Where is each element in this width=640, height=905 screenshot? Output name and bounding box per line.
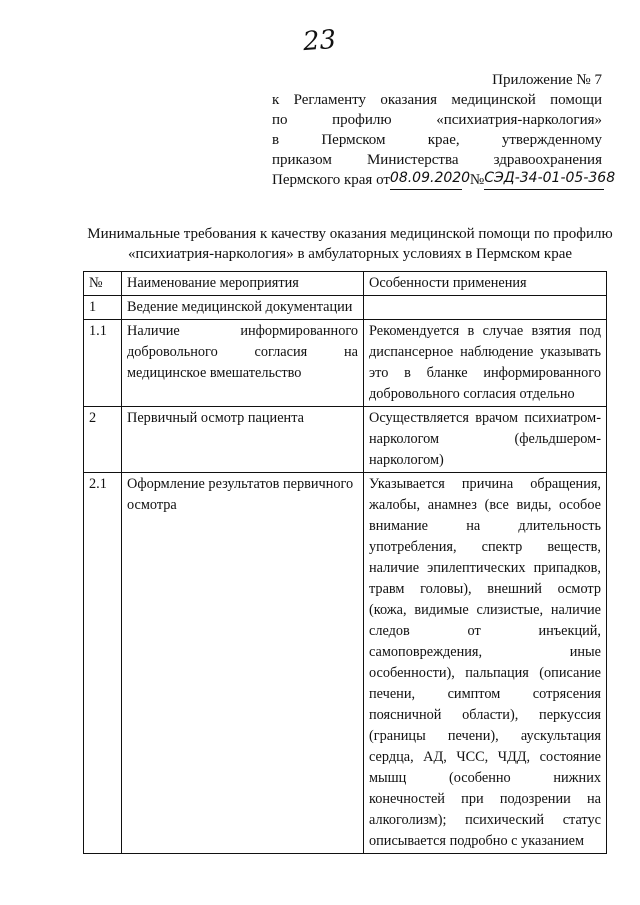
header-cell-feature: Особенности применения — [364, 272, 607, 296]
row-name: Оформление результатов первичного осмотра — [122, 473, 364, 854]
row-number: 1 — [84, 296, 122, 320]
row-feature — [364, 296, 607, 320]
row-number: 2.1 — [84, 473, 122, 854]
appendix-date-line: Пермского края от 08.09.2020 № СЭД-34-01-05-368 — [272, 170, 616, 188]
row-number: 2 — [84, 407, 122, 473]
table-row — [84, 320, 607, 407]
row-name: Ведение медицинской документации — [122, 296, 364, 320]
appendix-line-2: по профилю «психиатрия-наркология» — [272, 112, 602, 128]
row-name: Первичный осмотр пациента — [122, 407, 364, 473]
row-name: Наличие информированного добровольного согласия на медицинское вмешательство — [122, 320, 364, 407]
order-date: 08.09.2020 — [390, 170, 462, 190]
header-cell-number: № — [84, 272, 122, 296]
appendix-line-1: к Регламенту оказания медицинской помощи — [272, 92, 602, 108]
row-feature: Осуществляется врачом психиатром-наркологом (фельдшером-наркологом) — [364, 407, 607, 473]
header-cell-name: Наименование мероприятия — [122, 272, 364, 296]
appendix-block — [272, 70, 616, 190]
row-feature: Указывается причина обращения, жалобы, анамнез (все виды, особое внимание на длительность употребления, спектр веществ, наличие эпилептических припадков, травм головы), внешний осмотр (кожа, видимые слизистые, наличие следов от инъекций, самоповреждения, иные особенности), пальпация (описание печени, симптом сотрясения поясничной области), перкуссия (границы печени), аускультация сердца, АД, ЧСС, ЧДД, состояние мышц (особенно нижних конечностей при подозрении на алкоголизм); психический статус описывается подробно с указанием — [364, 473, 607, 854]
requirements-table — [83, 271, 607, 854]
appendix-title: Приложение № 7 — [492, 72, 602, 88]
table-row — [84, 473, 607, 854]
appendix-line-4: приказом Министерства здравоохранения — [272, 152, 602, 168]
order-number: СЭД-34-01-05-368 — [484, 170, 604, 190]
table-header-row — [84, 272, 607, 296]
row-feature: Рекомендуется в случае взятия под диспансерное наблюдение указывать это в бланке информированного добровольного согласия отдельно — [364, 320, 607, 407]
appendix-line-3: в Пермском крае, утвержденному — [272, 132, 602, 148]
row-number: 1.1 — [84, 320, 122, 407]
page-number: 23 — [301, 24, 338, 58]
document-heading: Минимальные требования к качеству оказания медицинской помощи по профилю «психиатрия-наркология» в амбулаторных условиях в Пермском крае — [87, 226, 613, 262]
table-row — [84, 407, 607, 473]
table-row — [84, 296, 607, 320]
